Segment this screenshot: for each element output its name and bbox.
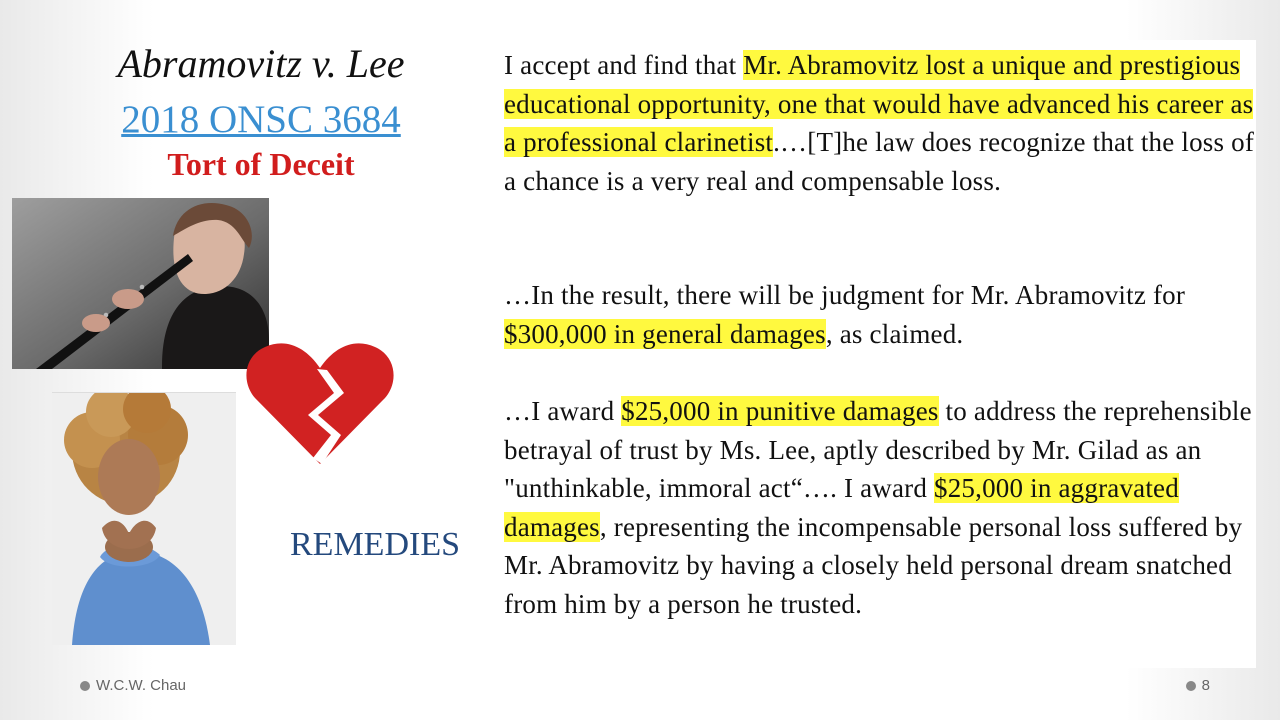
quote-paragraph-3 <box>504 392 1264 623</box>
quote-3-text-a: …I award <box>504 396 622 426</box>
general-damages-highlight: $300,000 in general damages <box>504 318 826 349</box>
citation-link[interactable]: 2018 ONSC 3684 <box>121 98 401 141</box>
quote-2-text-b: , as claimed. <box>825 318 964 349</box>
page-dot-icon <box>1186 681 1196 691</box>
broken-heart-icon <box>238 338 402 468</box>
quote-1-highlight: Mr. Abramovitz lost a unique and prestigious educational opportunity, one that would have advanced his career as a professional clarinetist <box>504 50 1254 157</box>
clarinetist-photo <box>12 198 269 369</box>
quote-1-text-b: .…[T]he law does recognize that the loss of a chance is a very real and compensable loss. <box>504 127 1255 196</box>
quote-2-text-a: …In the result, there will be judgment for Mr. Abramovitz for <box>504 280 1186 310</box>
subtitle: Tort of Deceit <box>167 146 355 182</box>
author-name: W.C.W. Chau <box>96 677 187 694</box>
left-panel <box>0 0 500 720</box>
page-number-indicator <box>1186 677 1210 694</box>
woman-photo <box>52 392 236 645</box>
punitive-damages-highlight: $25,000 in punitive damages <box>621 396 939 426</box>
bullet-dot-icon <box>80 681 90 691</box>
aggravated-damages-highlight: $25,000 in aggravated damages <box>504 473 1179 542</box>
page-number: 8 <box>1201 677 1210 694</box>
quote-paragraph-2 <box>504 276 1264 353</box>
footer-author <box>80 677 186 694</box>
case-title: Abramovitz v. Lee <box>117 41 405 86</box>
quote-1-text-a: I accept and find that <box>504 50 744 80</box>
quote-3-text-c: , representing the incompensable personal loss suffered by Mr. Abramovitz by having a closely held personal dream snatched from him by a person he trusted. <box>504 511 1243 619</box>
remedies-label: REMEDIES <box>290 526 460 563</box>
quote-paragraph-1 <box>504 46 1264 200</box>
quote-3-text-b: to address the reprehensible betrayal of trust by Ms. Lee, aptly described by Mr. Gilad as an "unthinkable, immoral act“…. I award <box>504 396 1252 503</box>
